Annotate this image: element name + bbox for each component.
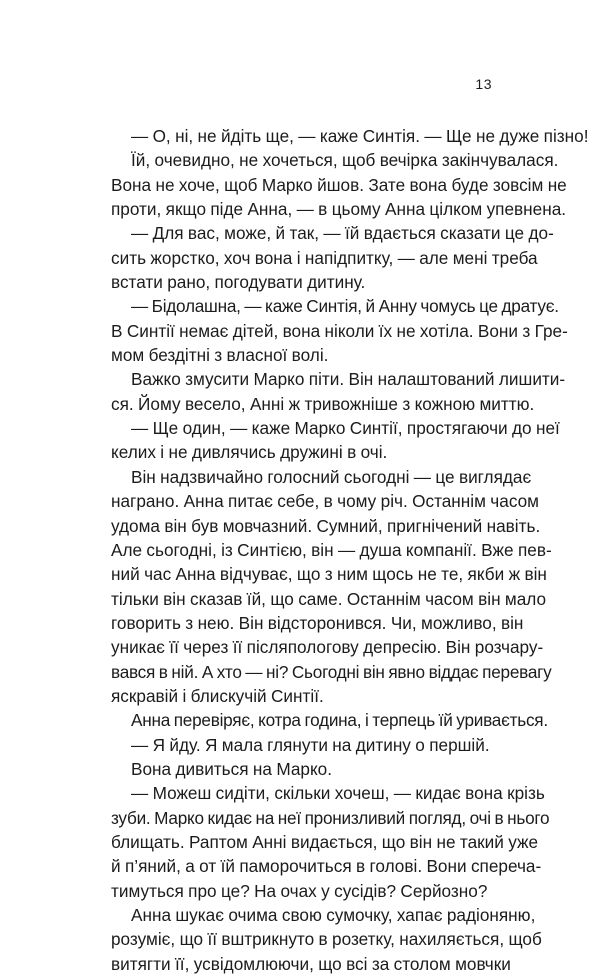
text-line: В Синтії немає дітей, вона ніколи їх не хотіла. Вони з Гре- bbox=[111, 320, 568, 341]
text-line: — Бідолашна, — каже Синтія, й Анну чомусь це дратує. bbox=[131, 296, 559, 317]
text-line: Важко змусити Марко піти. Він налаштований лишити- bbox=[131, 369, 566, 390]
body-text bbox=[111, 124, 589, 976]
page-number: 13 bbox=[475, 76, 492, 92]
text-line: й п’яний, а от їй паморочиться в голові. Вони спереча- bbox=[111, 856, 542, 877]
text-line: говорить з нею. Він відсторонився. Чи, можливо, він bbox=[111, 612, 524, 633]
text-line: тимуться про це? На очах у сусідів? Серйозно? bbox=[111, 880, 488, 901]
text-line: яскравій і блискучій Синтії. bbox=[111, 685, 324, 706]
text-line: проти, якщо піде Анна, — в цьому Анна цілком упевнена. bbox=[111, 199, 567, 220]
text-line: келих і не дивлячись дружині в очі. bbox=[111, 442, 388, 463]
text-line: уникає її через її післяпологову депресію. Він розчару- bbox=[111, 637, 544, 658]
text-line: ся. Йому весело, Анні ж тривожніше з кожною миттю. bbox=[111, 393, 535, 414]
text-line: витягти її, усвідомлюючи, що всі за столом мовчки bbox=[111, 953, 511, 974]
text-line: Їй, очевидно, не хочеться, щоб вечірка закінчувалася. bbox=[131, 150, 559, 171]
text-line: зуби. Марко кидає на неї пронизливий погляд, очі в нього bbox=[111, 807, 550, 828]
text-line: — О, ні, не йдіть ще, — каже Синтія. — Ще не дуже пізно! bbox=[131, 126, 589, 146]
text-line: вався в ній. А хто — ні? Сьогодні він явно віддає перевагу bbox=[111, 661, 552, 682]
text-line: сить жорстко, хоч вона і напідпитку, — але мені треба bbox=[111, 247, 538, 268]
text-line: встати рано, погодувати дитину. bbox=[111, 272, 366, 293]
text-line: розуміє, що її вштрикнуто в розетку, нахиляється, щоб bbox=[111, 929, 542, 950]
text-line: Анна перевіряє, котра година, і терпець їй уривається. bbox=[131, 710, 548, 731]
text-line: мом бездітні з власної волі. bbox=[111, 345, 329, 366]
text-line: удома він був мовчазний. Сумний, пригнічений навіть. bbox=[111, 515, 541, 536]
text-line: ний час Анна відчуває, що з ним щось не те, якби ж він bbox=[111, 564, 547, 585]
text-line: Він надзвичайно голосний сьогодні — це виглядає bbox=[131, 466, 532, 487]
text-line: — Я йду. Я мала глянути на дитину о першій. bbox=[131, 734, 490, 755]
text-line: Анна шукає очима свою сумочку, хапає радіоняню, bbox=[131, 905, 536, 925]
text-line: тільки він сказав їй, що саме. Останнім часом він мало bbox=[111, 588, 547, 609]
text-line: — Можеш сидіти, скільки хочеш, — кидає вона крізь bbox=[131, 783, 545, 804]
text-line: — Для вас, може, й так, — їй вдається сказати це до- bbox=[131, 223, 554, 244]
text-line: Вона дивиться на Марко. bbox=[131, 758, 333, 779]
text-line: награно. Анна питає себе, в чому річ. Останнім часом bbox=[111, 491, 539, 512]
text-line: — Ще один, — каже Марко Синтії, простягаючи до неї bbox=[131, 418, 560, 439]
text-line: блищать. Раптом Анні видається, що він не такий уже bbox=[111, 831, 539, 852]
text-line: Але сьогодні, із Синтією, він — душа компанії. Вже пев- bbox=[111, 539, 552, 560]
text-line: Вона не хоче, щоб Марко йшов. Зате вона буде зовсім не bbox=[111, 174, 567, 195]
